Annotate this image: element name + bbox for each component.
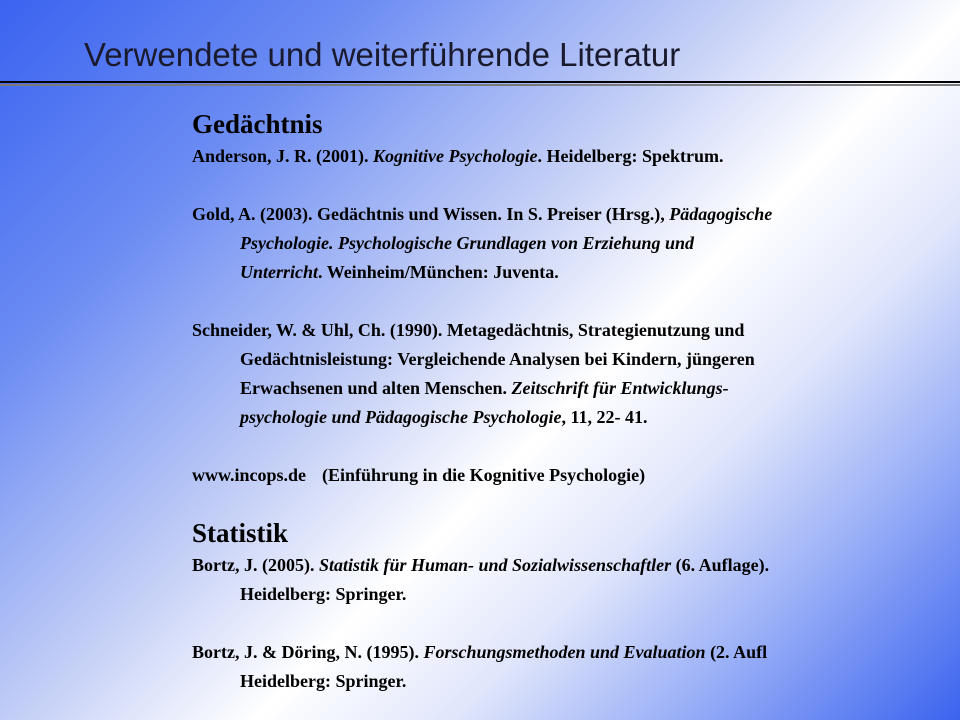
ref-text: Heidelberg: Springer. <box>240 671 407 691</box>
reference-schneider-1990 <box>192 316 960 432</box>
reference-line <box>192 374 960 403</box>
reference-line <box>192 142 960 171</box>
ref-title-italic: Kognitive Psychologie <box>373 146 538 166</box>
ref-title-italic: Pädagogische <box>669 204 773 224</box>
reference-line <box>192 461 960 490</box>
ref-text: Anderson, J. R. (2001). <box>192 146 374 166</box>
ref-text: Gold, A. (2003). Gedächtnis und Wissen. In S. Preiser (Hrsg.), <box>192 204 670 224</box>
ref-text: Heidelberg: Springer. <box>240 584 407 604</box>
reference-bortz-2005 <box>192 551 960 609</box>
slide-title: Verwendete und weiterführende Literatur <box>84 36 681 73</box>
section-heading-gedaechtnis: Gedächtnis <box>192 109 323 139</box>
ref-text: . Weinheim/München: Juventa. <box>318 262 559 282</box>
reference-line <box>192 580 960 609</box>
incops-note: (Einführung in die Kognitive Psychologie) <box>322 465 646 485</box>
ref-text: Erwachsenen und alten Menschen. <box>240 378 512 398</box>
reference-line <box>192 200 960 229</box>
reference-line <box>192 316 960 345</box>
ref-text: Schneider, W. & Uhl, Ch. (1990). Metagedächtnis, Strategienutzung und <box>192 320 745 340</box>
reference-line <box>192 403 960 432</box>
ref-title-italic: Psychologie. Psychologische Grundlagen von Erziehung und <box>240 233 695 253</box>
title-divider <box>0 81 960 88</box>
ref-text: Bortz, J. & Döring, N. (1995). <box>192 642 424 662</box>
ref-title-italic: Statistik für Human- und Sozialwissenschaftler <box>318 555 672 575</box>
reference-web-incops <box>192 461 960 490</box>
reference-line <box>192 667 960 696</box>
reference-line <box>192 345 960 374</box>
reference-bortz-doering-1995 <box>192 638 960 696</box>
ref-text: , 11, 22- 41. <box>561 407 648 427</box>
ref-text: (2. Aufl <box>705 642 768 662</box>
reference-gold-2003 <box>192 200 960 287</box>
title-divider-dark <box>0 81 960 83</box>
ref-text: . Heidelberg: Spektrum. <box>537 146 724 166</box>
reference-line <box>192 258 960 287</box>
bibliography <box>192 106 960 696</box>
ref-title-italic: psychologie und Pädagogische Psychologie <box>240 407 562 427</box>
section-heading-statistik: Statistik <box>192 518 289 548</box>
ref-text: (6. Auflage). <box>671 555 770 575</box>
title-divider-light <box>0 84 960 86</box>
ref-text: Bortz, J. (2005). <box>192 555 319 575</box>
reference-line <box>192 551 960 580</box>
ref-text: Gedächtnisleistung: Vergleichende Analysen bei Kindern, jüngeren <box>240 349 755 369</box>
reference-anderson-2001 <box>192 142 960 171</box>
reference-line <box>192 229 960 258</box>
ref-title-italic: Unterricht <box>240 262 319 282</box>
incops-link[interactable]: www.incops.de <box>192 465 307 485</box>
reference-line <box>192 638 960 667</box>
ref-title-italic: Forschungsmethoden und Evaluation <box>423 642 706 662</box>
ref-title-italic: Zeitschrift für Entwicklungs- <box>511 378 729 398</box>
